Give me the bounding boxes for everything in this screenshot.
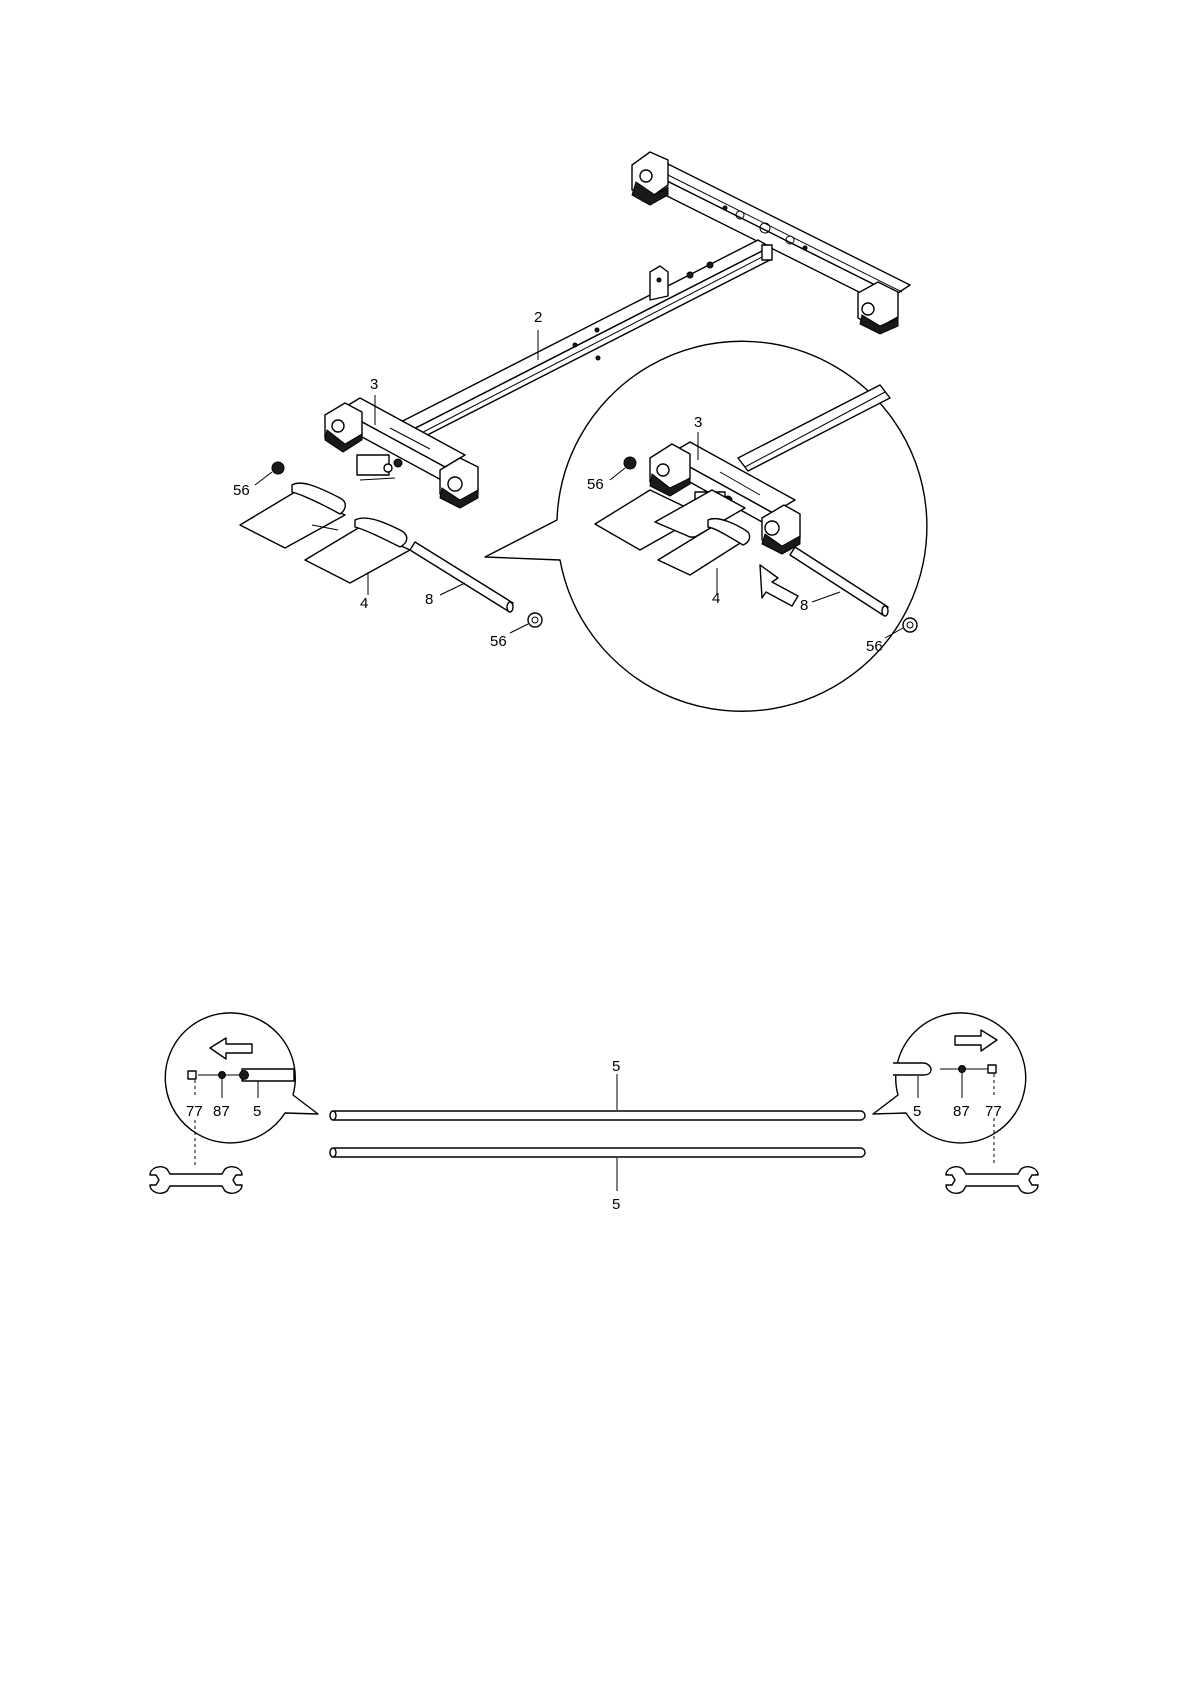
figure-frame-assembly: [233, 152, 927, 711]
callout-pedal-zoom: 4: [712, 590, 721, 607]
cap-top-main: [272, 462, 284, 474]
figure-tube-assembly: [150, 1013, 1038, 1213]
left-detail-bubble: [165, 1013, 318, 1165]
callout-left-washer: 87: [213, 1103, 230, 1120]
callout-cap-bottom-main: 56: [490, 633, 507, 650]
callout-frame-rail: 2: [534, 309, 543, 326]
callout-crossbar-main: 3: [370, 376, 379, 393]
pedals-main: [240, 483, 410, 583]
cap-bottom-main: [528, 613, 542, 627]
callout-cap-bottom-zoom: 56: [866, 638, 883, 655]
callout-cap-top-main: 56: [233, 482, 250, 499]
callout-right-bolt: 77: [985, 1103, 1002, 1120]
callout-left-bolt: 77: [186, 1103, 203, 1120]
callout-pedal-main: 4: [360, 595, 369, 612]
callout-cap-top-zoom: 56: [587, 476, 604, 493]
callout-crossbar-zoom: 3: [694, 414, 703, 431]
wrench-icon: [946, 1167, 1038, 1193]
callout-right-washer: 87: [953, 1103, 970, 1120]
wrench-icon: [150, 1167, 242, 1193]
tube-bottom: [330, 1148, 865, 1157]
callout-tube-bottom: 5: [612, 1196, 621, 1213]
callout-axle-zoom: 8: [800, 597, 809, 614]
callout-axle-main: 8: [425, 591, 434, 608]
right-detail-bubble: [873, 1013, 1026, 1165]
callout-tube-top: 5: [612, 1058, 621, 1075]
rear-foot-left: [632, 152, 668, 205]
callout-right-tube: 5: [913, 1103, 922, 1120]
tube-top: [330, 1111, 865, 1120]
callout-left-tube: 5: [253, 1103, 262, 1120]
rear-foot-right: [858, 282, 898, 334]
